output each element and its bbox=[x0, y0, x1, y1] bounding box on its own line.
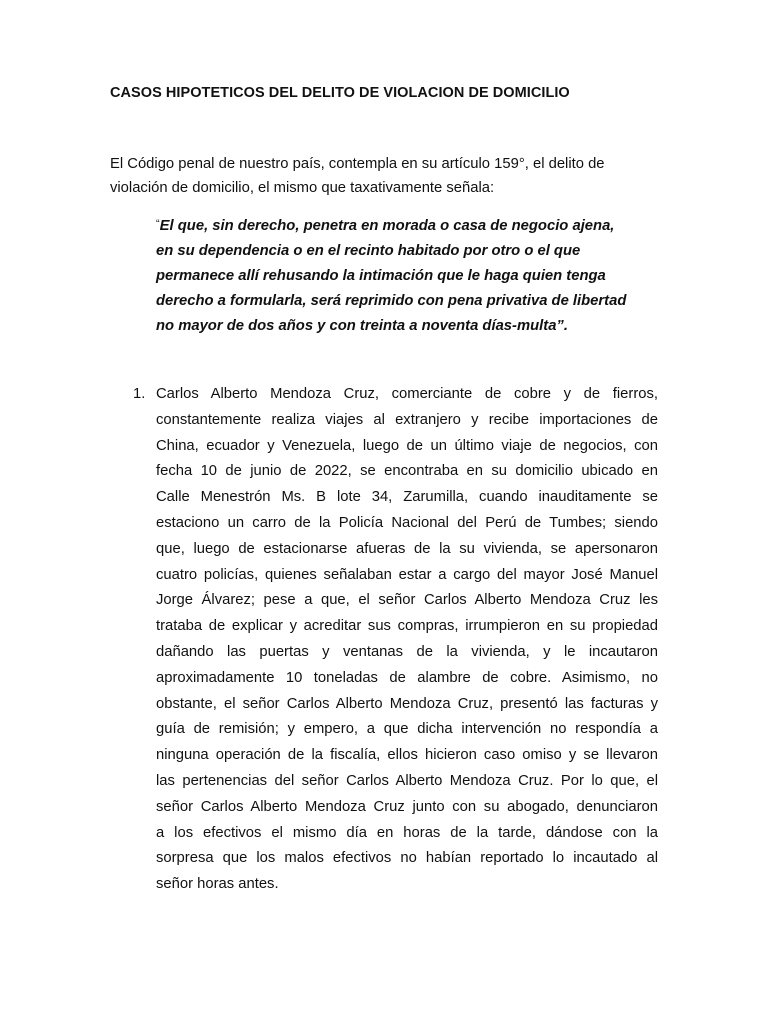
case-1-body bbox=[156, 382, 658, 898]
case-line: dañando las puertas y ventanas de la vivienda, y le incautaron bbox=[156, 643, 658, 660]
case-line: sorpresa que los malos efectivos no habían reportado lo incautado al bbox=[156, 850, 658, 867]
quote-line: permanece allí rehusando la intimación que le haga quien tenga bbox=[156, 268, 606, 284]
case-line: cuatro policías, quienes señalaban estar a cargo del mayor José Manuel bbox=[156, 566, 658, 583]
quote-line-text: El que, sin derecho, penetra en morada o casa de negocio ajena, bbox=[159, 218, 615, 234]
quote-line: en su dependencia o en el recinto habitado por otro o el que bbox=[156, 243, 581, 259]
intro-paragraph bbox=[110, 152, 670, 200]
case-line: obstante, el señor Carlos Alberto Mendoza Cruz, presentó las facturas y bbox=[156, 695, 658, 712]
case-line: constantemente realiza viajes al extranjero y recibe importaciones de bbox=[156, 411, 658, 428]
case-number: 1. bbox=[133, 386, 146, 402]
case-line: señor Carlos Alberto Mendoza Cruz junto con su abogado, denunciaron bbox=[156, 798, 658, 815]
intro-line: violación de domicilio, el mismo que taxativamente señala: bbox=[110, 180, 495, 196]
case-line: guía de remisión; y empero, a que dicha intervención no respondía a bbox=[156, 721, 658, 738]
case-line: a los efectivos el mismo día en horas de la tarde, dándose con la bbox=[156, 824, 658, 841]
case-line: aproximadamente 10 toneladas de alambre de cobre. Asimismo, no bbox=[156, 669, 658, 686]
case-line: Calle Menestrón Ms. B lote 34, Zarumilla, cuando inauditamente se bbox=[156, 489, 658, 506]
intro-line: El Código penal de nuestro país, contempla en su artículo 159°, el delito de bbox=[110, 156, 605, 172]
case-line: Jorge Álvarez; pese a que, el señor Carlos Alberto Mendoza Cruz les bbox=[156, 592, 658, 609]
quote-line: derecho a formularla, será reprimido con pena privativa de libertad bbox=[156, 293, 627, 309]
case-line: estaciono un carro de la Policía Nacional del Perú de Tumbes; siendo bbox=[156, 514, 658, 531]
case-line: Carlos Alberto Mendoza Cruz, comerciante de cobre y de fierros, bbox=[156, 386, 658, 402]
document-title: CASOS HIPOTETICOS DEL DELITO DE VIOLACION DE DOMICILIO bbox=[110, 85, 570, 101]
case-line: trataba de explicar y acreditar sus compras, irrumpieron en su propiedad bbox=[156, 618, 658, 635]
quote-line: no mayor de dos años y con treinta a noventa días-multa”. bbox=[156, 318, 568, 334]
case-line: señor horas antes. bbox=[156, 876, 279, 893]
case-line: ninguna operación de la fiscalía, ellos hicieron caso omiso y se llevaron bbox=[156, 747, 658, 764]
case-line: China, ecuador y Venezuela, luego de un último viaje de negocios, con bbox=[156, 437, 658, 454]
quote-line bbox=[156, 212, 676, 239]
case-line: fecha 10 de junio de 2022, se encontraba en su domicilio ubicado en bbox=[156, 463, 658, 480]
legal-quote bbox=[156, 212, 676, 339]
case-line: las pertenencias del señor Carlos Alberto Mendoza Cruz. Por lo que, el bbox=[156, 772, 658, 789]
case-line: que, luego de estacionarse afueras de la su vivienda, se apersonaron bbox=[156, 540, 658, 557]
quote-open-mark: “ bbox=[156, 218, 160, 230]
